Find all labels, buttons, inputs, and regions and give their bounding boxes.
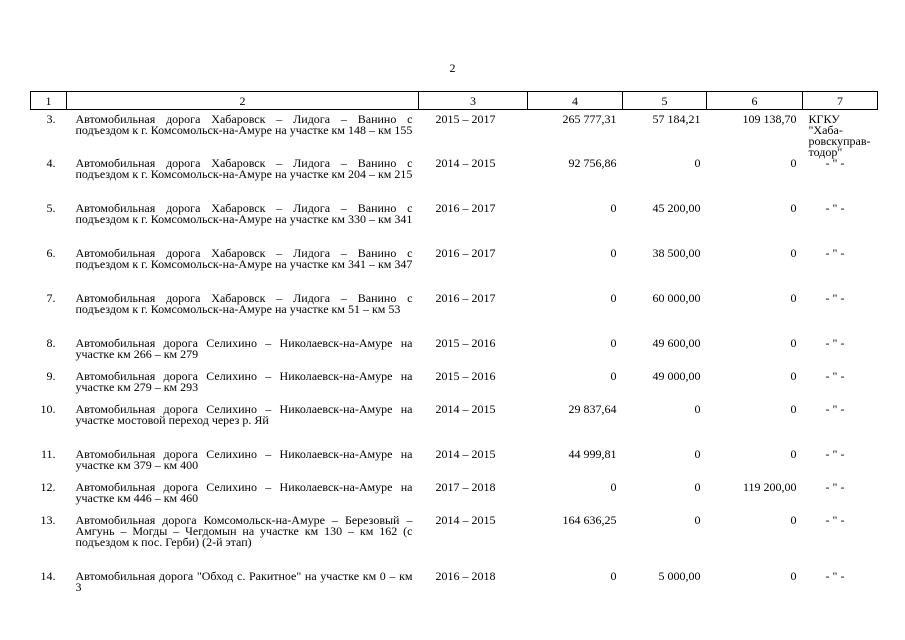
- row-number: 8.: [46, 336, 56, 350]
- customer: - " -: [825, 156, 845, 170]
- column-number-5: 5: [623, 92, 707, 110]
- column-number-3: 3: [419, 92, 528, 110]
- amount-col-4: 44 999,81: [568, 447, 617, 461]
- period: 2014 – 2015: [435, 402, 496, 416]
- customer: - " -: [825, 369, 845, 383]
- table-row: [31, 248, 878, 293]
- column-number-1: 1: [31, 92, 67, 110]
- amount-col-4: 0: [610, 201, 617, 215]
- period: 2016 – 2017: [435, 291, 496, 305]
- amount-col-6: 0: [790, 291, 797, 305]
- period: 2016 – 2018: [435, 569, 496, 583]
- column-number-6: 6: [707, 92, 803, 110]
- row-number: 4.: [46, 156, 56, 170]
- road-name: Автомобильная дорога Селихино – Николаевск-на-Амуре на участке км 379 – км 400: [75, 447, 413, 472]
- table-row: [31, 449, 878, 482]
- amount-col-5: 57 184,21: [652, 112, 701, 126]
- amount-col-6: 0: [790, 336, 797, 350]
- amount-col-6: 0: [790, 201, 797, 215]
- table-row: [31, 203, 878, 248]
- column-number-4: 4: [528, 92, 623, 110]
- amount-col-6: 109 138,70: [742, 112, 797, 126]
- amount-col-6: 0: [790, 447, 797, 461]
- program-table: [30, 91, 878, 604]
- road-name: Автомобильная дорога Комсомольск-на-Амуре – Березовый – Амгунь – Могды – Чегдомын на участке км 130 – км 162 (с подъездом к пос. Герби) (2-й этап): [75, 513, 413, 549]
- amount-col-4: 0: [610, 569, 617, 583]
- amount-col-5: 5 000,00: [658, 569, 701, 583]
- road-name: Автомобильная дорога Хабаровск – Лидога – Ванино с подъездом к г. Комсомольск-на-Амуре на участке км 51 – км 53: [75, 291, 413, 316]
- road-name: Автомобильная дорога "Обход с. Ракитное" на участке км 0 – км 3: [75, 569, 413, 594]
- period: 2016 – 2017: [435, 201, 496, 215]
- amount-col-6: 0: [790, 156, 797, 170]
- column-number-7: 7: [803, 92, 878, 110]
- road-name: Автомобильная дорога Селихино – Николаевск-на-Амуре на участке км 279 – км 293: [75, 369, 413, 394]
- row-number: 5.: [46, 201, 56, 215]
- road-name: Автомобильная дорога Хабаровск – Лидога – Ванино с подъездом к г. Комсомольск-на-Амуре на участке км 330 – км 341: [75, 201, 413, 226]
- table-row: [31, 338, 878, 371]
- period: 2014 – 2015: [435, 447, 496, 461]
- customer: - " -: [825, 569, 845, 583]
- amount-col-5: 49 600,00: [652, 336, 701, 350]
- table-row: [31, 158, 878, 203]
- row-number: 9.: [46, 369, 56, 383]
- amount-col-6: 0: [790, 402, 797, 416]
- amount-col-4: 0: [610, 291, 617, 305]
- amount-col-6: 0: [790, 246, 797, 260]
- customer: - " -: [825, 291, 845, 305]
- row-number: 12.: [40, 480, 56, 494]
- column-number-2: 2: [67, 92, 419, 110]
- column-number-header: [31, 92, 878, 110]
- row-number: 3.: [46, 112, 56, 126]
- row-number: 11.: [40, 447, 56, 461]
- row-number: 7.: [46, 291, 56, 305]
- road-name: Автомобильная дорога Селихино – Николаевск-на-Амуре на участке мостовой переход через р. Яй: [75, 402, 413, 427]
- customer: - " -: [825, 513, 845, 527]
- amount-col-5: 0: [694, 447, 701, 461]
- table-row: [31, 371, 878, 404]
- table-row: [31, 404, 878, 449]
- amount-col-6: 0: [790, 569, 797, 583]
- amount-col-5: 60 000,00: [652, 291, 701, 305]
- row-number: 14.: [40, 569, 56, 583]
- amount-col-4: 92 756,86: [568, 156, 617, 170]
- amount-col-5: 0: [694, 480, 701, 494]
- period: 2017 – 2018: [435, 480, 496, 494]
- amount-col-5: 49 000,00: [652, 369, 701, 383]
- table-row: [31, 110, 878, 159]
- table-row: [31, 571, 878, 604]
- customer: - " -: [825, 246, 845, 260]
- amount-col-5: 0: [694, 402, 701, 416]
- period: 2015 – 2017: [435, 112, 496, 126]
- table-row: [31, 293, 878, 338]
- amount-col-4: 29 837,64: [568, 402, 617, 416]
- amount-col-4: 0: [610, 336, 617, 350]
- road-name: Автомобильная дорога Селихино – Николаевск-на-Амуре на участке км 446 – км 460: [75, 480, 413, 505]
- amount-col-6: 0: [790, 369, 797, 383]
- customer: - " -: [825, 402, 845, 416]
- amount-col-4: 265 777,31: [562, 112, 617, 126]
- customer: - " -: [825, 201, 845, 215]
- amount-col-4: 164 636,25: [562, 513, 617, 527]
- amount-col-5: 0: [694, 513, 701, 527]
- customer: - " -: [825, 480, 845, 494]
- amount-col-5: 38 500,00: [652, 246, 701, 260]
- row-number: 13.: [40, 513, 56, 527]
- road-name: Автомобильная дорога Хабаровск – Лидога – Ванино с подъездом к г. Комсомольск-на-Амуре на участке км 341 – км 347: [75, 246, 413, 271]
- period: 2015 – 2016: [435, 369, 496, 383]
- amount-col-4: 0: [610, 480, 617, 494]
- table-row: [31, 515, 878, 571]
- customer: КГКУ "Хаба-ровскуправ-тодор": [808, 112, 871, 159]
- road-name: Автомобильная дорога Селихино – Николаевск-на-Амуре на участке км 266 – км 279: [75, 336, 413, 361]
- period: 2014 – 2015: [435, 513, 496, 527]
- period: 2016 – 2017: [435, 246, 496, 260]
- amount-col-5: 0: [694, 156, 701, 170]
- row-number: 6.: [46, 246, 56, 260]
- customer: - " -: [825, 447, 845, 461]
- row-number: 10.: [40, 402, 56, 416]
- amount-col-6: 119 200,00: [742, 480, 797, 494]
- period: 2014 – 2015: [435, 156, 496, 170]
- amount-col-4: 0: [610, 246, 617, 260]
- customer: - " -: [825, 336, 845, 350]
- amount-col-5: 45 200,00: [652, 201, 701, 215]
- road-name: Автомобильная дорога Хабаровск – Лидога – Ванино с подъездом к г. Комсомольск-на-Амуре на участке км 148 – км 155: [75, 112, 413, 137]
- page-number: 2: [449, 61, 456, 75]
- amount-col-4: 0: [610, 369, 617, 383]
- table-row: [31, 482, 878, 515]
- amount-col-6: 0: [790, 513, 797, 527]
- period: 2015 – 2016: [435, 336, 496, 350]
- road-name: Автомобильная дорога Хабаровск – Лидога – Ванино с подъездом к г. Комсомольск-на-Амуре на участке км 204 – км 215: [75, 156, 413, 181]
